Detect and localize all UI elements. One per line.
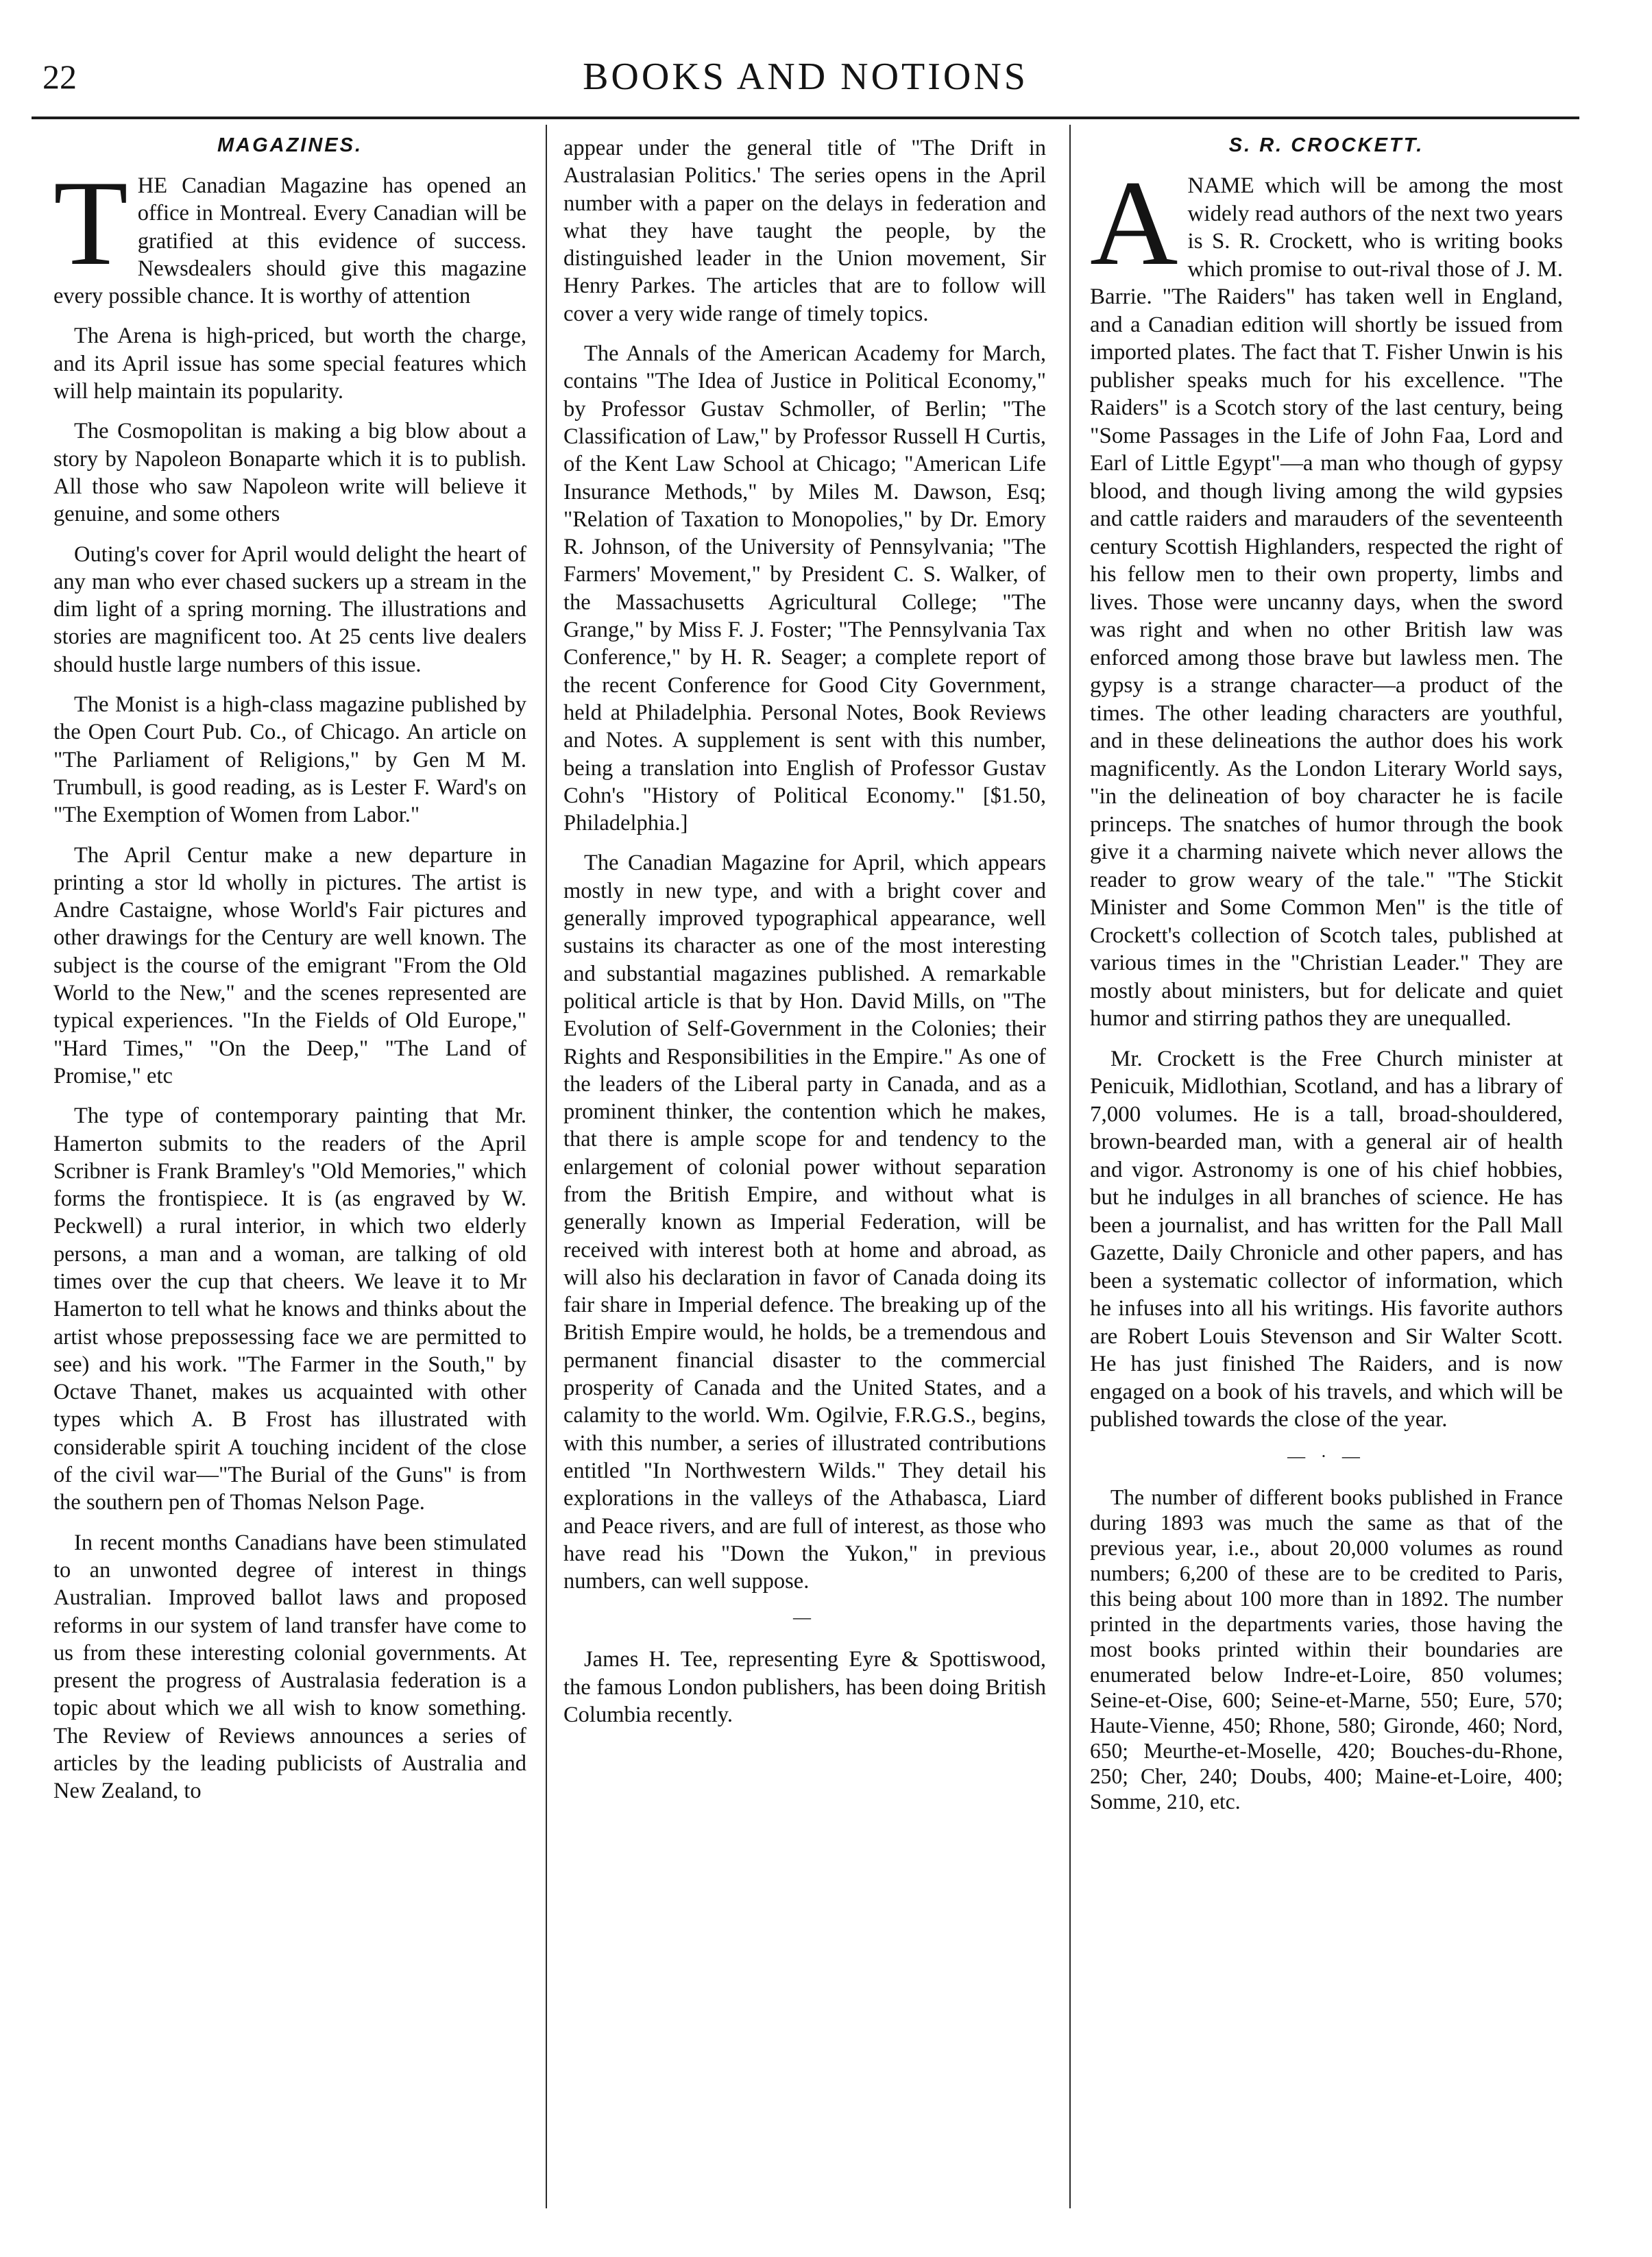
crockett-paragraph: Mr. Crockett is the Free Church minister at Penicuik, Midlothian, Scotland, and has a library of 7,000 volumes. He is a tall, broad-shouldered, brown-bearded man, with a general air of health and vigor. Astronomy is one of his chief hobbies, but he indulges in all branches of science. He has been a journalist, and has written for the Pall Mall Gazette, Daily Chronicle and other papers, and has been a systematic collector of information, which he infuses into all his writings. His favorite authors are Robert Louis Stevenson and Sir Walter Scott. He has just finished The Raiders, and is now engaged on a book of his travels, and which will be published towards the close of the year. — [1090, 1046, 1563, 1432]
magazines-paragraph: The Cosmopolitan is making a big blow about a story by Napoleon Bonaparte which it is to publish. All those who saw Napoleon write will believe it genuine, and some others — [53, 419, 526, 527]
magazines-paragraph: James H. Tee, representing Eyre & Spottiswood, the famous London publishers, has been doing British Columbia recently. — [563, 1647, 1046, 1728]
column-right — [1090, 134, 1563, 2230]
column-left — [53, 134, 526, 2230]
magazines-paragraph: The type of contemporary painting that Mr. Hamerton submits to the readers of the April Scribner is Frank Bramley's "Old Memories," which forms the frontispiece. It is (as engraved by W. Peckwell) a rural interior, in which two elderly persons, a man and a woman, are talking of old times over the cup that cheers. We leave it to Mr Hamerton to tell what he knows and thinks about the artist whose prepossessing face we are permitted to see) and his work. "The Farmer in the South," by Octave Thanet, makes us acquainted with other types which A. B Frost has illustrated with considerable spirit A touching incident of the close of the civil war—"The Burial of the Guns" is from the southern pen of Thomas Nelson Page. — [53, 1103, 526, 1515]
short-separator: — — [793, 1607, 816, 1628]
magazines-heading: MAGAZINES. — [217, 134, 363, 156]
header-rule — [32, 117, 1579, 119]
magazines-paragraph-continued: appear under the general title of "The Drift in Australasian Politics.' The series opens in the April number with a paper on the delays in federation and what they have taught the people, by the distinguished leader in the Union movement, Sir Henry Parkes. The articles that are to follow will cover a very wide range of timely topics. — [563, 136, 1046, 326]
paragraph-text: NAME which will be among the most widely read authors of the next two years is S. R. Crockett, who is writing books which promise to out-rival those of J. M. Barrie. "The Raiders" has taken well in England, and a Canadian edition will shortly be issued from imported plates. The fact that T. Fisher Unwin is his publisher speaks much for his excellence. "The Raiders" is a Scotch story of the last century, being "Some Passages in the Life of John Faa, Lord and Earl of Little Egypt"—a man who though of gypsy blood, and though living among the wild gypsies and cattle raiders and marauders of the seventeenth century Scottish Highlanders, respected the right of his fellow men to their own property, limbs and lives. Those were uncanny days, when the sword was right and when no other British law was enforced among those brave but lawless men. The gypsy is a strange character—a product of the times. The other leading characters are youthful, and in these delineations the author does his work magnificently. As the London Literary World says, "in the delineation of boy character he is facile princeps. The snatches of humor through the book give it a charming naivete which never allows the reader to grow weary of the tale." "The Stickit Minister and Some Common Men" is the title of Crockett's collection of Scotch tales, published at various times in the "Christian Leader." They are mostly about ministers, but for delicate and quiet humor and stirring pathos they are unequalled. — [1090, 173, 1563, 1031]
journal-title: BOOKS AND NOTIONS — [583, 56, 1028, 98]
magazines-paragraph: The Monist is a high-class magazine published by the Open Court Pub. Co., of Chicago. An article on "The Parliament of Religions," by Gen M M. Trumbull, is good reading, as is Lester F. Ward's on "The Exemption of Women from Labor." — [53, 692, 526, 828]
ornament-separator: — · — — [1287, 1445, 1365, 1466]
magazines-paragraph: The April Centur make a new departure in printing a stor ld wholly in pictures. The artist is Andre Castaigne, whose World's Fair pictures and other drawings for the Century are well known. The subject is the course of the emigrant "From the Old World to the New," and the scenes represented are typical experiences. "In the Fields of Old Europe," "Hard Times," "On the Deep," "The Land of Promise," etc — [53, 842, 526, 1088]
magazines-paragraph — [53, 155, 526, 310]
dropcap: T — [53, 155, 128, 291]
column-divider — [546, 125, 547, 2208]
column-middle — [563, 134, 1046, 2230]
magazines-paragraph: The Canadian Magazine for April, which appears mostly in new type, and with a bright cover and generally improved typographical appearance, well sustains its character as one of the most interesting and substantial magazines published. A remarkable political article is that by Hon. David Mills, on "The Evolution of Self-Government in the Colonies; their Rights and Responsibilities in the Empire." As one of the leaders of the Liberal party in Canada, and as a prominent thinker, the contention which he makes, that there is ample scope for and tendency to the enlargement of colonial power without separation from the British Empire, and without what is generally known as Imperial Federation, will be received with interest both at home and abroad, as will also his declaration in favor of Canada doing its fair share in Imperial defence. The breaking up of the British Empire would, he holds, be a tremendous and permanent financial disaster to the commercial prosperity of Canada and the United States, and a calamity to the world. Wm. Ogilvie, F.R.G.S., begins, with this number, a series of illustrated contributions entitled "In Northwestern Wilds." They detail his explorations in the valleys of the Athabasca, Liard and Peace rivers, and are full of interest, as those who have read his "Down the Yukon," in previous numbers, can well suppose. — [563, 851, 1046, 1594]
magazines-paragraph: The Annals of the American Academy for March, contains "The Idea of Justice in Political Economy," by Professor Gustav Schmoller, of Berlin; "The Classification of Law," by Professor Russell H Curtis, of the Kent Law School at Chicago; "American Life Insurance Methods," by Miles M. Dawson, Esq; "Relation of Taxation to Monopolies," by Dr. Emory R. Johnson, of the University of Pennsylvania; "The Farmers' Movement," by President C. S. Walker, of the Massachusetts Agricultural College; "The Grange," by Miss F. J. Foster; "The Pennsylvania Tax Conference," by H. R. Seager; a complete report of the recent Conference for Good City Government, held at Philadelphia. Personal Notes, Book Reviews and Notes. A supplement is sent with this number, being a translation into English of Professor Gustav Cohn's "History of Political Economy." [$1.50, Philadelphia.] — [563, 341, 1046, 836]
magazines-paragraph: Outing's cover for April would delight the heart of any man who ever chased suckers up a stream in the dim light of a spring morning. The illustrations and stories are magnificent too. At 25 cents live dealers should hustle large numbers of this issue. — [53, 541, 526, 677]
crockett-heading: S. R. CROCKETT. — [1228, 134, 1424, 156]
paragraph-text: HE Canadian Magazine has opened an office in Montreal. Every Canadian will be gratified at this evidence of success. Newsdealers should give this magazine every possible chance. It is worthy of attention — [53, 173, 526, 309]
dropcap: A — [1090, 155, 1178, 291]
crockett-paragraph — [1090, 155, 1563, 1033]
column-divider — [1069, 125, 1071, 2208]
page-header — [32, 48, 1579, 117]
france-books-paragraph: The number of different books published in France during 1893 was much the same as that of the previous year, i.e., about 20,000 volumes as round numbers; 6,200 of these are to be credited to Paris, this being about 100 more than in 1892. The number printed in the departments varies, those having the most books printed within their boundaries are enumerated below Indre-et-Loire, 850 volumes; Seine-et-Oise, 600; Seine-et-Marne, 550; Eure, 570; Haute-Vienne, 450; Rhone, 580; Gironde, 460; Nord, 650; Meurthe-et-Moselle, 420; Bouches-du-Rhone, 250; Cher, 240; Doubs, 400; Maine-et-Loire, 400; Somme, 210, etc. — [1090, 1485, 1563, 1814]
page-number: 22 — [42, 58, 77, 96]
magazines-paragraph: In recent months Canadians have been stimulated to an unwonted degree of interest in things Australian. Improved ballot laws and proposed reforms in our system of land transfer have come to us from these interesting colonial governments. At present the progress of Australasia federation is a topic about which we all wish to know something. The Review of Reviews announces a series of articles by the leading publicists of Australia and New Zealand, to — [53, 1530, 526, 1804]
magazines-paragraph: The Arena is high-priced, but worth the charge, and its April issue has some special features which will help maintain its popularity. — [53, 324, 526, 404]
